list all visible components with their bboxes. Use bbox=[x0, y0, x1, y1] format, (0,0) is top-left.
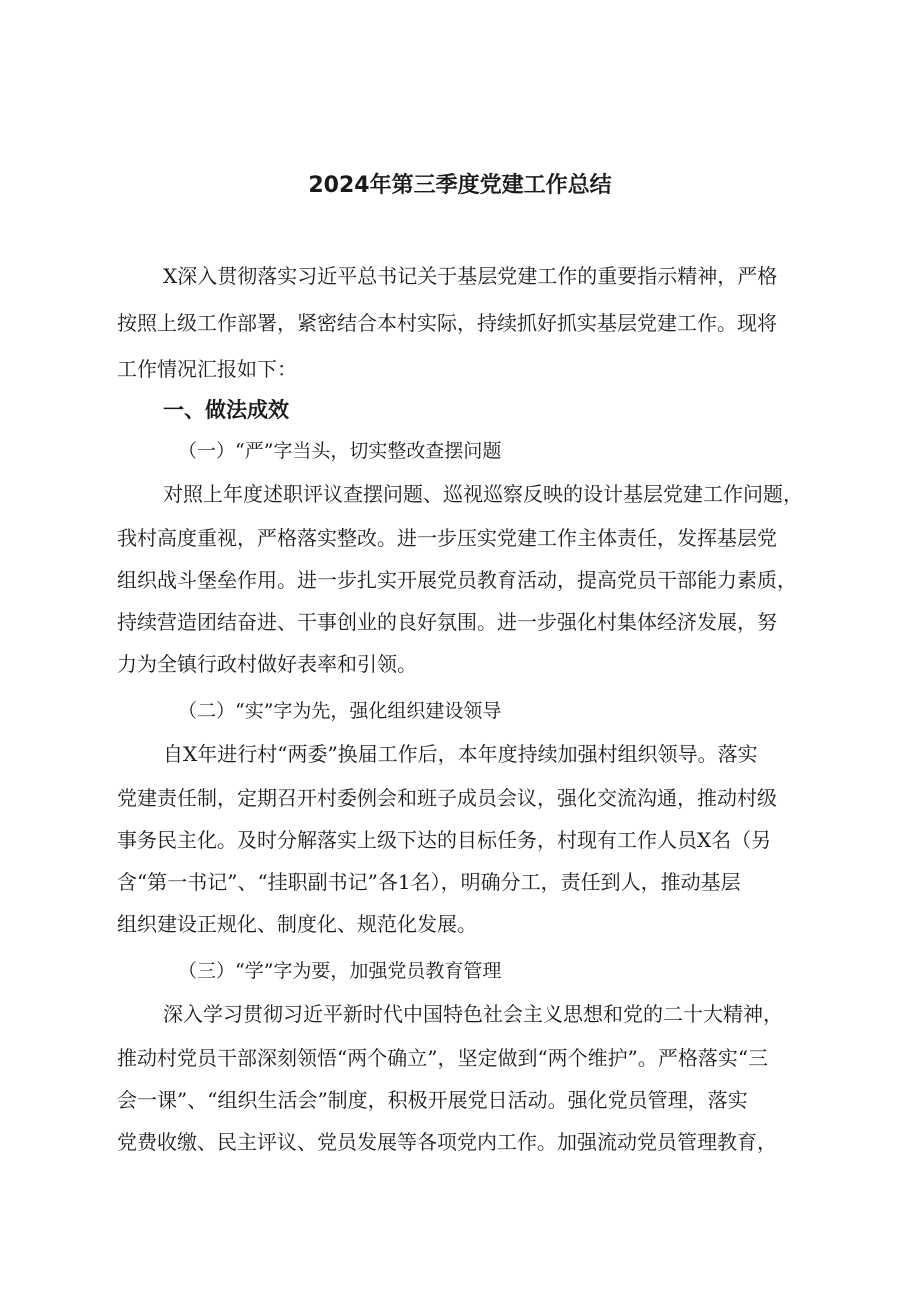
paragraph-line: 深入学习贯彻习近平新时代中国特色社会主义思想和党的二十大精神， bbox=[163, 1002, 783, 1026]
paragraph-line: 党费收缴、民主评议、党员发展等各项党内工作。加强流动党员管理教育， bbox=[117, 1130, 777, 1154]
paragraph-line: 推动村党员干部深刻领悟“两个确立”，坚定做到“两个维护”。严格落实“三 bbox=[117, 1046, 769, 1070]
paragraph-line: 党建责任制，定期召开村委例会和班子成员会议，强化交流沟通，推动村级 bbox=[117, 786, 777, 810]
paragraph-line: 自X年进行村“两委”换届工作后，本年度持续加强村组织领导。落实 bbox=[163, 742, 758, 766]
subsection-heading: （一）“严”字当头，切实整改查摆问题 bbox=[178, 440, 502, 462]
subsection-heading: （三）“学”字为要，加强党员教育管理 bbox=[178, 960, 502, 982]
document-title: 2024年第三季度党建工作总结 bbox=[308, 173, 612, 198]
paragraph-line: 会一课”、“组织生活会”制度，积极开展党日活动。强化党员管理，落实 bbox=[117, 1088, 748, 1112]
paragraph-line: 我村高度重视，严格落实整改。进一步压实党建工作主体责任，发挥基层党 bbox=[117, 526, 777, 550]
paragraph-line: 持续营造团结奋进、干事创业的良好氛围。进一步强化村集体经济发展，努 bbox=[117, 610, 777, 634]
paragraph-line: 事务民主化。及时分解落实上级下达的目标任务，村现有工作人员X名（另 bbox=[117, 828, 772, 852]
paragraph-line: 力为全镇行政村做好表率和引领。 bbox=[117, 652, 417, 676]
paragraph-line: 组织战斗堡垒作用。进一步扎实开展党员教育活动，提高党员干部能力素质， bbox=[117, 568, 797, 592]
intro-line: X深入贯彻落实习近平总书记关于基层党建工作的重要指示精神，严格 bbox=[163, 264, 778, 288]
paragraph-line: 含“第一书记”、“挂职副书记”各1名），明确分工，责任到人，推动基层 bbox=[117, 870, 741, 894]
subsection-heading: （二）“实”字为先，强化组织建设领导 bbox=[178, 700, 502, 722]
section-heading: 一、做法成效 bbox=[163, 398, 289, 422]
paragraph-line: 对照上年度述职评议查摆问题、巡视巡察反映的设计基层党建工作问题， bbox=[163, 482, 803, 506]
intro-line: 工作情况汇报如下： bbox=[117, 357, 297, 381]
paragraph-line: 组织建设正规化、制度化、规范化发展。 bbox=[117, 912, 477, 936]
intro-line: 按照上级工作部署，紧密结合本村实际，持续抓好抓实基层党建工作。现将 bbox=[117, 311, 777, 335]
